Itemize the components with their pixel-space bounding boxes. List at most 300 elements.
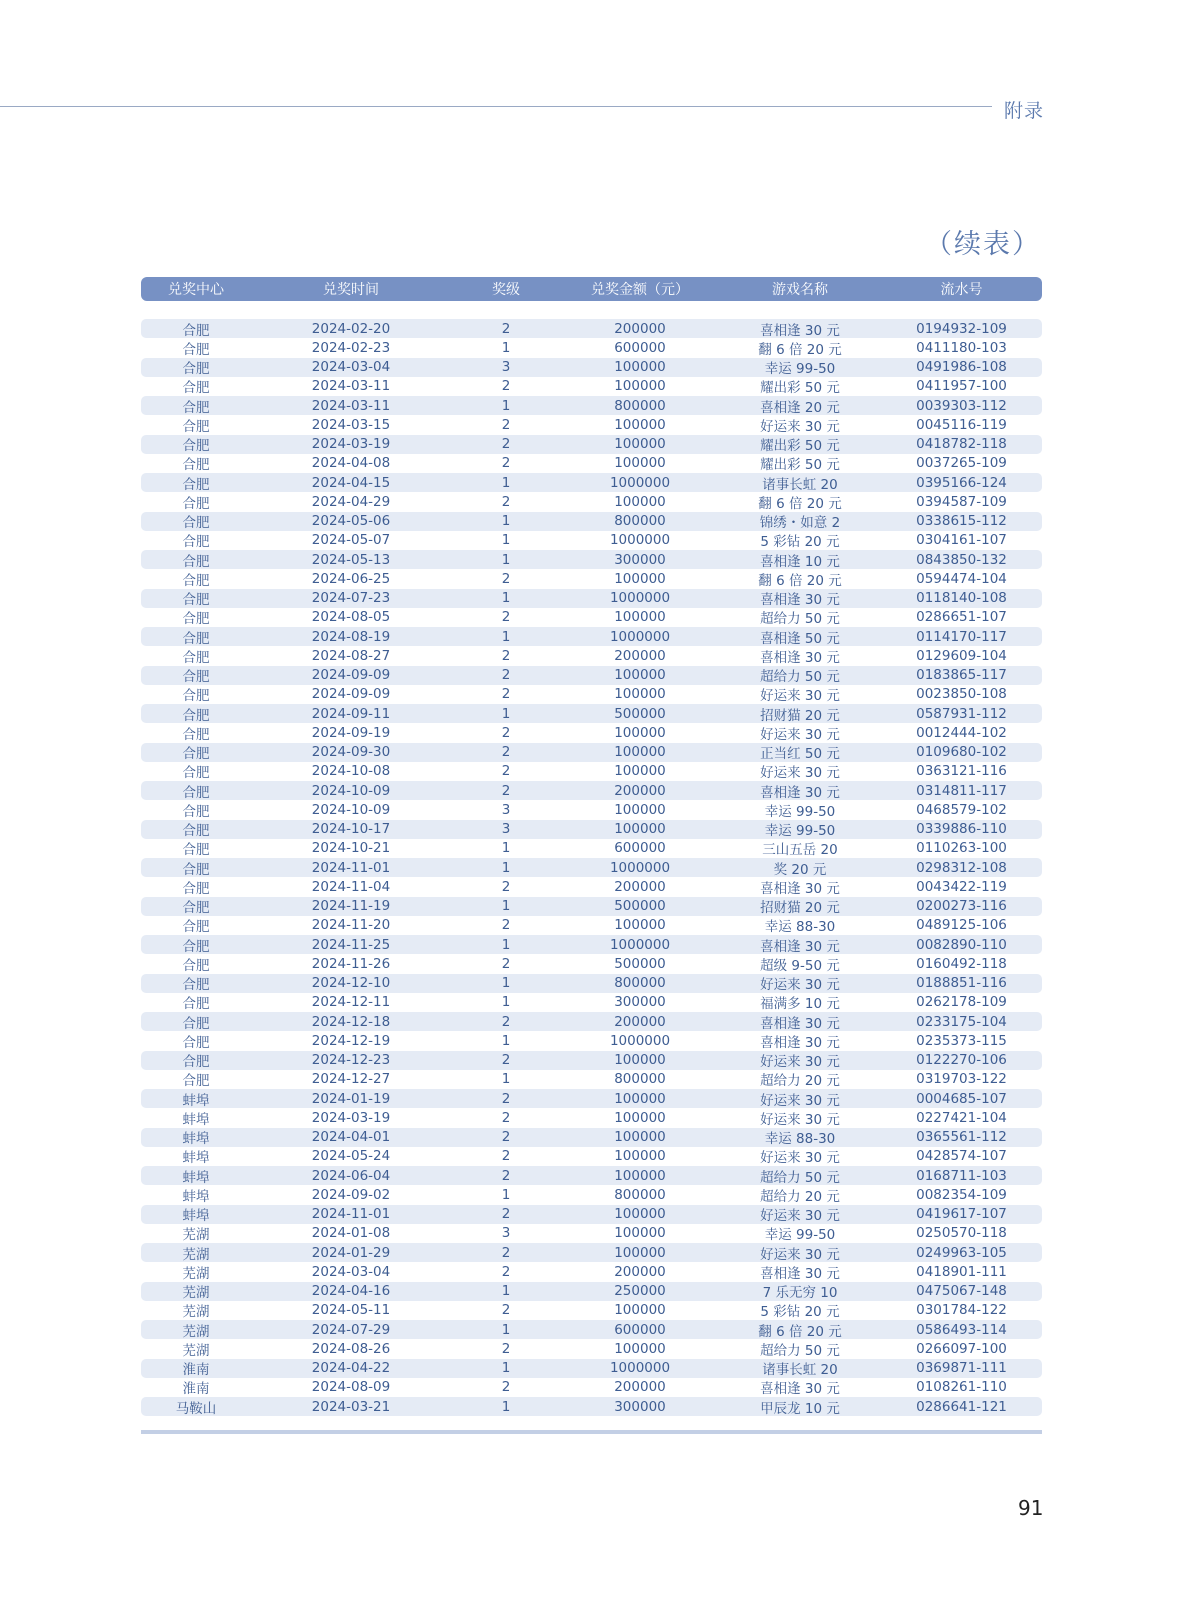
- cell-serial: 0037265-109: [916, 455, 1007, 472]
- cell-date: 2024-03-04: [311, 359, 391, 376]
- cell-date: 2024-12-11: [311, 994, 391, 1011]
- cell-center: 芜湖: [182, 1323, 210, 1340]
- cell-game: 幸运 88-30: [764, 1131, 836, 1148]
- cell-game: 超给力 20 元: [760, 1188, 840, 1205]
- cell-amount: 200000: [614, 1013, 666, 1030]
- cell-date: 2024-09-30: [311, 744, 391, 761]
- cell-center: 合肥: [182, 341, 210, 358]
- table-row: [141, 512, 1042, 531]
- cell-game: 翻 6 倍 20 元: [758, 341, 842, 358]
- cell-center: 合肥: [182, 534, 210, 551]
- cell-amount: 1000000: [609, 1360, 671, 1377]
- cell-serial: 0043422-119: [916, 878, 1007, 895]
- cell-serial: 0168711-103: [916, 1167, 1007, 1184]
- cell-serial: 0045116-119: [916, 416, 1007, 433]
- cell-level: 2: [501, 609, 511, 626]
- cell-center: 合肥: [182, 765, 210, 782]
- cell-serial: 0428574-107: [916, 1148, 1007, 1165]
- table-row: [141, 1089, 1042, 1108]
- table-row: [141, 1012, 1042, 1031]
- cell-serial: 0249963-105: [916, 1244, 1007, 1261]
- cell-amount: 600000: [614, 1321, 666, 1338]
- cell-level: 2: [501, 763, 511, 780]
- cell-amount: 100000: [614, 763, 666, 780]
- cell-level: 3: [501, 359, 511, 376]
- cell-date: 2024-10-17: [311, 821, 391, 838]
- cell-level: 2: [501, 1263, 511, 1280]
- cell-date: 2024-06-04: [311, 1167, 391, 1184]
- table-row: [141, 820, 1042, 839]
- table-row: [141, 704, 1042, 723]
- cell-center: 合肥: [182, 438, 210, 455]
- table-row: [141, 1128, 1042, 1147]
- cell-serial: 0235373-115: [916, 1032, 1007, 1049]
- table-row: [141, 338, 1042, 357]
- cell-amount: 100000: [614, 724, 666, 741]
- cell-center: 合肥: [182, 592, 210, 609]
- table-row: [141, 319, 1042, 338]
- cell-date: 2024-09-11: [311, 705, 391, 722]
- cell-game: 锦绣・如意 2: [759, 515, 841, 532]
- cell-game: 正当红 50 元: [760, 746, 840, 763]
- cell-amount: 100000: [614, 1109, 666, 1126]
- cell-serial: 0129609-104: [916, 647, 1007, 664]
- cell-serial: 0369871-111: [916, 1360, 1007, 1377]
- table-row: [141, 569, 1042, 588]
- cell-serial: 0418901-111: [916, 1263, 1007, 1280]
- cell-game: 幸运 99-50: [764, 803, 836, 820]
- table-row: [141, 1051, 1042, 1070]
- cell-serial: 0108261-110: [916, 1379, 1007, 1396]
- cell-center: 合肥: [182, 380, 210, 397]
- column-header-center: 兑奖中心: [168, 282, 224, 298]
- cell-level: 2: [501, 1206, 511, 1223]
- cell-amount: 100000: [614, 1225, 666, 1242]
- cell-center: 合肥: [182, 707, 210, 724]
- cell-serial: 0122270-106: [916, 1052, 1007, 1069]
- cell-level: 2: [501, 1109, 511, 1126]
- cell-serial: 0587931-112: [916, 705, 1007, 722]
- cell-center: 合肥: [182, 861, 210, 878]
- cell-date: 2024-06-25: [311, 570, 391, 587]
- cell-date: 2024-11-04: [311, 878, 391, 895]
- cell-date: 2024-08-09: [311, 1379, 391, 1396]
- cell-date: 2024-04-22: [311, 1360, 391, 1377]
- cell-amount: 100000: [614, 378, 666, 395]
- cell-game: 喜相逢 30 元: [760, 322, 840, 339]
- table-row: [141, 646, 1042, 665]
- cell-date: 2024-08-05: [311, 609, 391, 626]
- cell-amount: 250000: [614, 1283, 666, 1300]
- cell-serial: 0250570-118: [916, 1225, 1007, 1242]
- cell-game: 好运来 30 元: [760, 1111, 840, 1128]
- cell-level: 1: [501, 339, 511, 356]
- cell-serial: 0319703-122: [916, 1071, 1007, 1088]
- table-header: [141, 277, 1042, 301]
- cell-center: 马鞍山: [175, 1400, 217, 1417]
- cell-level: 2: [501, 744, 511, 761]
- cell-serial: 0394587-109: [916, 493, 1007, 510]
- cell-date: 2024-12-27: [311, 1071, 391, 1088]
- table-row: [141, 935, 1042, 954]
- cell-center: 合肥: [182, 919, 210, 936]
- cell-amount: 500000: [614, 898, 666, 915]
- cell-center: 合肥: [182, 669, 210, 686]
- table-row: [141, 1166, 1042, 1185]
- cell-amount: 200000: [614, 320, 666, 337]
- table-row: [141, 1378, 1042, 1397]
- cell-amount: 800000: [614, 1186, 666, 1203]
- cell-level: 1: [501, 532, 511, 549]
- cell-game: 喜相逢 30 元: [760, 592, 840, 609]
- table-row: [141, 589, 1042, 608]
- cell-serial: 0468579-102: [916, 801, 1007, 818]
- cell-game: 幸运 88-30: [764, 919, 836, 936]
- cell-level: 3: [501, 1225, 511, 1242]
- page-number: 91: [1018, 1496, 1044, 1520]
- cell-serial: 0183865-117: [916, 667, 1007, 684]
- cell-date: 2024-05-06: [311, 513, 391, 530]
- cell-amount: 100000: [614, 744, 666, 761]
- cell-date: 2024-08-26: [311, 1340, 391, 1357]
- cell-center: 合肥: [182, 457, 210, 474]
- cell-game: 幸运 99-50: [764, 823, 836, 840]
- table-row: [141, 897, 1042, 916]
- cell-center: 合肥: [182, 476, 210, 493]
- cell-amount: 100000: [614, 455, 666, 472]
- cell-date: 2024-10-09: [311, 801, 391, 818]
- table-row: [141, 800, 1042, 819]
- cell-serial: 0363121-116: [916, 763, 1007, 780]
- cell-center: 合肥: [182, 688, 210, 705]
- cell-center: 合肥: [182, 572, 210, 589]
- cell-game: 好运来 30 元: [760, 1208, 840, 1225]
- cell-serial: 0475067-148: [916, 1283, 1007, 1300]
- cell-center: 合肥: [182, 515, 210, 532]
- cell-center: 合肥: [182, 900, 210, 917]
- cell-level: 1: [501, 1283, 511, 1300]
- cell-center: 蚌埠: [182, 1092, 210, 1109]
- cell-serial: 0338615-112: [916, 513, 1007, 530]
- cell-date: 2024-01-29: [311, 1244, 391, 1261]
- cell-serial: 0304161-107: [916, 532, 1007, 549]
- cell-amount: 100000: [614, 1090, 666, 1107]
- table-row: [141, 1339, 1042, 1358]
- cell-serial: 0023850-108: [916, 686, 1007, 703]
- cell-amount: 300000: [614, 551, 666, 568]
- cell-game: 好运来 30 元: [760, 977, 840, 994]
- cell-amount: 500000: [614, 705, 666, 722]
- cell-amount: 300000: [614, 994, 666, 1011]
- cell-serial: 0843850-132: [916, 551, 1007, 568]
- cell-date: 2024-05-13: [311, 551, 391, 568]
- cell-level: 2: [501, 378, 511, 395]
- table-body: [141, 319, 1042, 1416]
- cell-center: 淮南: [182, 1362, 210, 1379]
- cell-center: 合肥: [182, 611, 210, 628]
- cell-game: 幸运 99-50: [764, 1227, 836, 1244]
- cell-center: 蚌埠: [182, 1131, 210, 1148]
- cell-center: 合肥: [182, 1073, 210, 1090]
- cell-level: 3: [501, 801, 511, 818]
- table-row: [141, 627, 1042, 646]
- cell-date: 2024-10-09: [311, 782, 391, 799]
- table-row: [141, 492, 1042, 511]
- cell-game: 喜相逢 30 元: [760, 1265, 840, 1282]
- cell-game: 好运来 30 元: [760, 1054, 840, 1071]
- cell-serial: 0418782-118: [916, 436, 1007, 453]
- cell-date: 2024-10-08: [311, 763, 391, 780]
- cell-date: 2024-07-23: [311, 590, 391, 607]
- cell-amount: 100000: [614, 1167, 666, 1184]
- cell-center: 合肥: [182, 630, 210, 647]
- cell-date: 2024-12-10: [311, 975, 391, 992]
- cell-serial: 0419617-107: [916, 1206, 1007, 1223]
- table-row: [141, 1108, 1042, 1127]
- cell-game: 超给力 50 元: [760, 1169, 840, 1186]
- cell-serial: 0489125-106: [916, 917, 1007, 934]
- cell-amount: 1000000: [609, 628, 671, 645]
- cell-level: 2: [501, 493, 511, 510]
- cell-serial: 0160492-118: [916, 955, 1007, 972]
- cell-game: 喜相逢 30 元: [760, 1015, 840, 1032]
- table-row: [141, 954, 1042, 973]
- cell-amount: 100000: [614, 1148, 666, 1165]
- cell-center: 合肥: [182, 938, 210, 955]
- cell-level: 2: [501, 667, 511, 684]
- cell-serial: 0586493-114: [916, 1321, 1007, 1338]
- cell-level: 2: [501, 320, 511, 337]
- cell-level: 1: [501, 936, 511, 953]
- cell-center: 合肥: [182, 322, 210, 339]
- cell-center: 芜湖: [182, 1246, 210, 1263]
- cell-amount: 1000000: [609, 1032, 671, 1049]
- table-row: [141, 473, 1042, 492]
- cell-amount: 100000: [614, 917, 666, 934]
- cell-level: 2: [501, 686, 511, 703]
- table-row: [141, 358, 1042, 377]
- cell-center: 蚌埠: [182, 1150, 210, 1167]
- cell-amount: 100000: [614, 1206, 666, 1223]
- cell-game: 超给力 20 元: [760, 1073, 840, 1090]
- cell-level: 2: [501, 1302, 511, 1319]
- cell-serial: 0411180-103: [916, 339, 1007, 356]
- table-row: [141, 993, 1042, 1012]
- cell-center: 芜湖: [182, 1265, 210, 1282]
- cell-date: 2024-03-11: [311, 378, 391, 395]
- table-row: [141, 608, 1042, 627]
- cell-center: 合肥: [182, 418, 210, 435]
- cell-center: 合肥: [182, 1034, 210, 1051]
- cell-serial: 0227421-104: [916, 1109, 1007, 1126]
- cell-level: 1: [501, 840, 511, 857]
- cell-amount: 800000: [614, 397, 666, 414]
- cell-game: 超给力 50 元: [760, 611, 840, 628]
- cell-level: 2: [501, 1167, 511, 1184]
- cell-center: 合肥: [182, 996, 210, 1013]
- cell-amount: 100000: [614, 436, 666, 453]
- cell-serial: 0286641-121: [916, 1398, 1007, 1415]
- cell-level: 2: [501, 782, 511, 799]
- cell-date: 2024-01-19: [311, 1090, 391, 1107]
- cell-center: 合肥: [182, 361, 210, 378]
- table-row: [141, 743, 1042, 762]
- cell-serial: 0082354-109: [916, 1186, 1007, 1203]
- table-row: [141, 550, 1042, 569]
- table-row: [141, 916, 1042, 935]
- cell-date: 2024-03-19: [311, 436, 391, 453]
- cell-date: 2024-11-01: [311, 859, 391, 876]
- column-header-game: 游戏名称: [772, 282, 828, 298]
- cell-serial: 0411957-100: [916, 378, 1007, 395]
- table-row: [141, 1031, 1042, 1050]
- table-row: [141, 415, 1042, 434]
- cell-date: 2024-04-15: [311, 474, 391, 491]
- cell-center: 合肥: [182, 880, 210, 897]
- cell-date: 2024-03-15: [311, 416, 391, 433]
- cell-date: 2024-09-19: [311, 724, 391, 741]
- cell-amount: 200000: [614, 782, 666, 799]
- cell-level: 2: [501, 917, 511, 934]
- cell-game: 耀出彩 50 元: [760, 438, 840, 455]
- table-row: [141, 1359, 1042, 1378]
- table-row: [141, 858, 1042, 877]
- cell-amount: 100000: [614, 416, 666, 433]
- cell-game: 翻 6 倍 20 元: [758, 1323, 842, 1340]
- cell-amount: 800000: [614, 513, 666, 530]
- table-row: [141, 839, 1042, 858]
- cell-game: 耀出彩 50 元: [760, 380, 840, 397]
- table-row: [141, 435, 1042, 454]
- cell-level: 2: [501, 1052, 511, 1069]
- table-row: [141, 1147, 1042, 1166]
- cell-game: 诸事长虹 20: [762, 1362, 838, 1379]
- cell-level: 1: [501, 705, 511, 722]
- cell-amount: 1000000: [609, 859, 671, 876]
- cell-date: 2024-05-07: [311, 532, 391, 549]
- cell-date: 2024-11-25: [311, 936, 391, 953]
- cell-center: 合肥: [182, 784, 210, 801]
- cell-date: 2024-11-19: [311, 898, 391, 915]
- cell-serial: 0233175-104: [916, 1013, 1007, 1030]
- cell-level: 1: [501, 474, 511, 491]
- cell-date: 2024-11-01: [311, 1206, 391, 1223]
- cell-serial: 0188851-116: [916, 975, 1007, 992]
- cell-game: 幸运 99-50: [764, 361, 836, 378]
- cell-level: 1: [501, 551, 511, 568]
- table-row: [141, 685, 1042, 704]
- table-row: [141, 396, 1042, 415]
- table-bottom-rule: [141, 1430, 1042, 1434]
- cell-amount: 800000: [614, 975, 666, 992]
- cell-amount: 100000: [614, 686, 666, 703]
- cell-serial: 0039303-112: [916, 397, 1007, 414]
- cell-game: 好运来 30 元: [760, 418, 840, 435]
- cell-date: 2024-08-19: [311, 628, 391, 645]
- cell-level: 1: [501, 1398, 511, 1415]
- cell-game: 招财猫 20 元: [760, 900, 840, 917]
- table-row: [141, 666, 1042, 685]
- cell-amount: 200000: [614, 1263, 666, 1280]
- cell-serial: 0298312-108: [916, 859, 1007, 876]
- table-row: [141, 762, 1042, 781]
- cell-date: 2024-05-11: [311, 1302, 391, 1319]
- cell-amount: 200000: [614, 1379, 666, 1396]
- cell-amount: 100000: [614, 1302, 666, 1319]
- column-header-amount: 兑奖金额（元）: [591, 282, 689, 298]
- cell-center: 芜湖: [182, 1285, 210, 1302]
- cell-date: 2024-01-08: [311, 1225, 391, 1242]
- table-row: [141, 531, 1042, 550]
- cell-game: 5 彩钻 20 元: [760, 1304, 840, 1321]
- cell-serial: 0491986-108: [916, 359, 1007, 376]
- cell-amount: 200000: [614, 878, 666, 895]
- cell-level: 2: [501, 455, 511, 472]
- table-row: [141, 1282, 1042, 1301]
- cell-center: 淮南: [182, 1381, 210, 1398]
- cell-game: 甲辰龙 10 元: [760, 1400, 840, 1417]
- cell-level: 1: [501, 994, 511, 1011]
- cell-amount: 200000: [614, 647, 666, 664]
- cell-serial: 0118140-108: [916, 590, 1007, 607]
- cell-serial: 0012444-102: [916, 724, 1007, 741]
- cell-game: 耀出彩 50 元: [760, 457, 840, 474]
- cell-game: 喜相逢 20 元: [760, 399, 840, 416]
- table-row: [141, 781, 1042, 800]
- cell-amount: 600000: [614, 840, 666, 857]
- cell-serial: 0082890-110: [916, 936, 1007, 953]
- table-row: [141, 877, 1042, 896]
- cell-amount: 100000: [614, 821, 666, 838]
- cell-serial: 0314811-117: [916, 782, 1007, 799]
- cell-amount: 100000: [614, 359, 666, 376]
- cell-date: 2024-03-19: [311, 1109, 391, 1126]
- cell-game: 喜相逢 30 元: [760, 938, 840, 955]
- cell-date: 2024-03-11: [311, 397, 391, 414]
- cell-level: 2: [501, 1148, 511, 1165]
- cell-game: 喜相逢 50 元: [760, 630, 840, 647]
- cell-game: 翻 6 倍 20 元: [758, 572, 842, 589]
- cell-level: 1: [501, 975, 511, 992]
- cell-date: 2024-04-16: [311, 1283, 391, 1300]
- cell-level: 2: [501, 647, 511, 664]
- cell-center: 合肥: [182, 842, 210, 859]
- cell-level: 1: [501, 1360, 511, 1377]
- column-header-serial: 流水号: [940, 282, 983, 298]
- cell-level: 2: [501, 436, 511, 453]
- cell-level: 1: [501, 590, 511, 607]
- cell-amount: 100000: [614, 609, 666, 626]
- table-row: [141, 1262, 1042, 1281]
- cell-game: 好运来 30 元: [760, 1246, 840, 1263]
- table-row: [141, 1205, 1042, 1224]
- cell-level: 3: [501, 821, 511, 838]
- cell-date: 2024-08-27: [311, 647, 391, 664]
- cell-game: 喜相逢 30 元: [760, 649, 840, 666]
- cell-amount: 100000: [614, 1244, 666, 1261]
- cell-date: 2024-11-20: [311, 917, 391, 934]
- table-row: [141, 1301, 1042, 1320]
- cell-serial: 0194932-109: [916, 320, 1007, 337]
- cell-level: 1: [501, 628, 511, 645]
- cell-level: 1: [501, 859, 511, 876]
- cell-amount: 100000: [614, 570, 666, 587]
- cell-level: 2: [501, 1090, 511, 1107]
- cell-amount: 800000: [614, 1071, 666, 1088]
- cell-level: 2: [501, 724, 511, 741]
- cell-level: 1: [501, 1071, 511, 1088]
- cell-amount: 1000000: [609, 590, 671, 607]
